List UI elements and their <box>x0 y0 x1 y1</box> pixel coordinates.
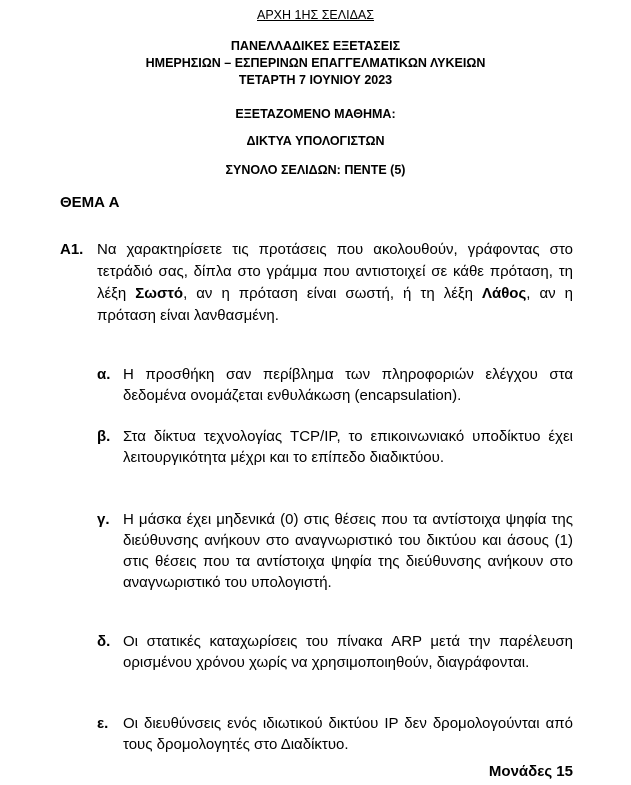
statement-text: Η μάσκα έχει μηδενικά (0) στις θέσεις που τα αντίστοιχα ψηφία της διεύθυνσης ανήκουν στο αναγνωριστικό του δικτύου και άσους (1) στις θέσεις που τα αντίστοιχα ψηφία της διεύθυνσης ανήκουν στο αναγνωριστικό του υπολογιστή. <box>123 511 573 591</box>
word-false: Λάθος <box>481 285 527 302</box>
statement-label: γ. <box>97 511 110 528</box>
subject-name: ΔΙΚΤΥΑ ΥΠΟΛΟΓΙΣΤΩΝ <box>246 134 385 148</box>
question-text-part3: , αν η πρόταση είναι λανθασμένη. <box>97 285 573 324</box>
marks-label: Μονάδες 15 <box>488 763 573 780</box>
word-true: Σωστό <box>135 285 184 302</box>
statement-text: Στα δίκτυα τεχνολογίας TCP/IP, το επικοινωνιακό υποδίκτυο έχει λειτουργικότητα μέχρι και το επίπεδο διαδικτύου. <box>123 428 573 466</box>
total-pages: ΣΥΝΟΛΟ ΣΕΛΙΔΩΝ: ΠΕΝΤΕ (5) <box>225 163 406 177</box>
exam-title-block <box>0 38 631 89</box>
page-start-header <box>0 8 631 22</box>
statement-item-e <box>97 713 573 755</box>
exam-date: ΤΕΤΑΡΤΗ 7 ΙΟΥΝΙΟΥ 2023 <box>238 73 393 87</box>
statement-text: Οι στατικές καταχωρίσεις του πίνακα ARP μετά την παρέλευση ορισμένου χρόνου χωρίς να χρησιμοποιηθούν, διαγράφονται. <box>123 633 573 671</box>
statement-item-a <box>97 364 573 406</box>
exam-title-line1: ΠΑΝΕΛΛΑΔΙΚΕΣ ΕΞΕΤΑΣΕΙΣ <box>230 39 401 53</box>
question-text <box>97 239 573 327</box>
exam-title-line2: ΗΜΕΡΗΣΙΩΝ – ΕΣΠΕΡΙΝΩΝ ΕΠΑΓΓΕΛΜΑΤΙΚΩΝ ΛΥΚΕΙΩΝ <box>145 56 486 70</box>
statement-item-c <box>97 509 573 593</box>
statement-text: Η προσθήκη σαν περίβλημα των πληροφοριών ελέγχου στα δεδομένα ονομάζεται ενθυλάκωση (encapsulation). <box>123 366 573 404</box>
question-text-part2: , αν η πρόταση είναι σωστή, ή τη λέξη <box>183 285 482 302</box>
page-start-label: ΑΡΧΗ 1ΗΣ ΣΕΛΙΔΑΣ <box>257 8 374 22</box>
statement-label: δ. <box>97 633 111 650</box>
statement-label: β. <box>97 428 111 445</box>
question-label: Α1. <box>60 241 84 258</box>
subject-label: ΕΞΕΤΑΖΟΜΕΝΟ ΜΑΘΗΜΑ: <box>235 107 396 121</box>
statement-item-b <box>97 426 573 468</box>
statement-label: α. <box>97 366 111 383</box>
section-title: ΘΕΜΑ Α <box>60 194 120 211</box>
question-text-part1: Να χαρακτηρίσετε τις προτάσεις που ακολουθούν, γράφοντας στο τετράδιό σας, δίπλα στο γράμμα που αντιστοιχεί σε κάθε πρόταση, τη λέξη <box>97 241 573 302</box>
statement-label: ε. <box>97 715 109 732</box>
statement-text: Οι διευθύνσεις ενός ιδιωτικού δικτύου IP δεν δρομολογούνται από τους δρομολογητές στο Διαδίκτυο. <box>123 715 573 753</box>
statement-item-d <box>97 631 573 673</box>
